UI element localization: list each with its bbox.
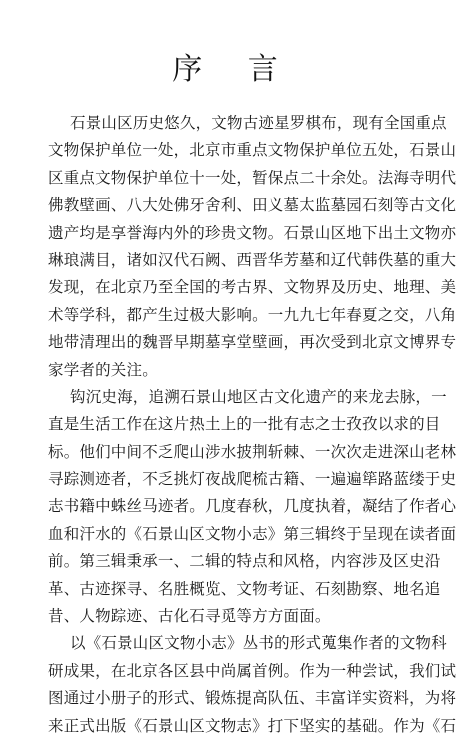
text-line: 家学者的关注。	[48, 360, 158, 379]
text-line: 琳琅满目，诸如汉代石阙、西晋华芳墓和辽代韩佚墓的重大	[48, 250, 456, 269]
preface-body	[48, 110, 456, 740]
text-line: 直是生活工作在这片热土上的一批有志之士孜孜以求的目	[48, 415, 441, 434]
text-line: 佛教壁画、八大处佛牙舍利、田义墓太监墓园石刻等古文化	[48, 196, 456, 215]
text-line: 文物保护单位一处，北京市重点文物保护单位五处，石景山	[48, 141, 456, 160]
text-line: 术等学科，都产生过极大影响。一九九七年春夏之交，八角	[48, 305, 456, 324]
text-line: 革、古迹探寻、名胜概览、文物考证、石刻勘察、地名追	[48, 579, 441, 598]
text-line: 寻踪测迹者，不乏挑灯夜战爬梳古籍、一遍遍筚路蓝缕于史	[48, 470, 456, 489]
text-line: 图通过小册子的形式、锻炼提高队伍、丰富详实资料，为将	[48, 689, 456, 708]
text-line: 发现，在北京乃至全国的考古界、文物界及历史、地理、美	[48, 278, 456, 297]
text-line: 区重点文物保护单位十一处，暂保点二十余处。法海寺明代	[48, 168, 456, 187]
text-line: 前。第三辑秉承一、二辑的特点和风格，内容涉及区史沿	[48, 552, 441, 571]
text-line: 昔、人物踪迹、古化石寻觅等方方面面。	[48, 607, 331, 626]
text-line: 血和汗水的《石景山区文物小志》第三辑终于呈现在读者面	[48, 524, 456, 543]
text-line: 来正式出版《石景山区文物志》打下坚实的基础。作为《石	[48, 716, 456, 735]
text-line: 遗产均是享誉海内外的珍贵文物。石景山区地下出土文物亦	[48, 223, 456, 242]
text-line: 钩沉史海，追溯石景山地区古文化遗产的来龙去脉，一	[70, 387, 447, 406]
text-line: 志书籍中蛛丝马迹者。几度春秋，几度执着，凝结了作者心	[48, 497, 456, 516]
text-line: 地带清理出的魏晋早期墓享堂壁画，再次受到北京文博界专	[48, 333, 456, 352]
page-title: 序 言	[172, 52, 296, 87]
text-line: 石景山区历史悠久，文物古迹星罗棋布，现有全国重点	[70, 114, 447, 132]
text-line: 标。他们中间不乏爬山涉水披荆斩棘、一次次走进深山老林	[48, 442, 456, 461]
text-line: 研成果，在北京各区县中尚属首例。作为一种尝试，我们试	[48, 661, 456, 680]
text-line: 以《石景山区文物小志》丛书的形式蒐集作者的文物科	[70, 634, 447, 653]
